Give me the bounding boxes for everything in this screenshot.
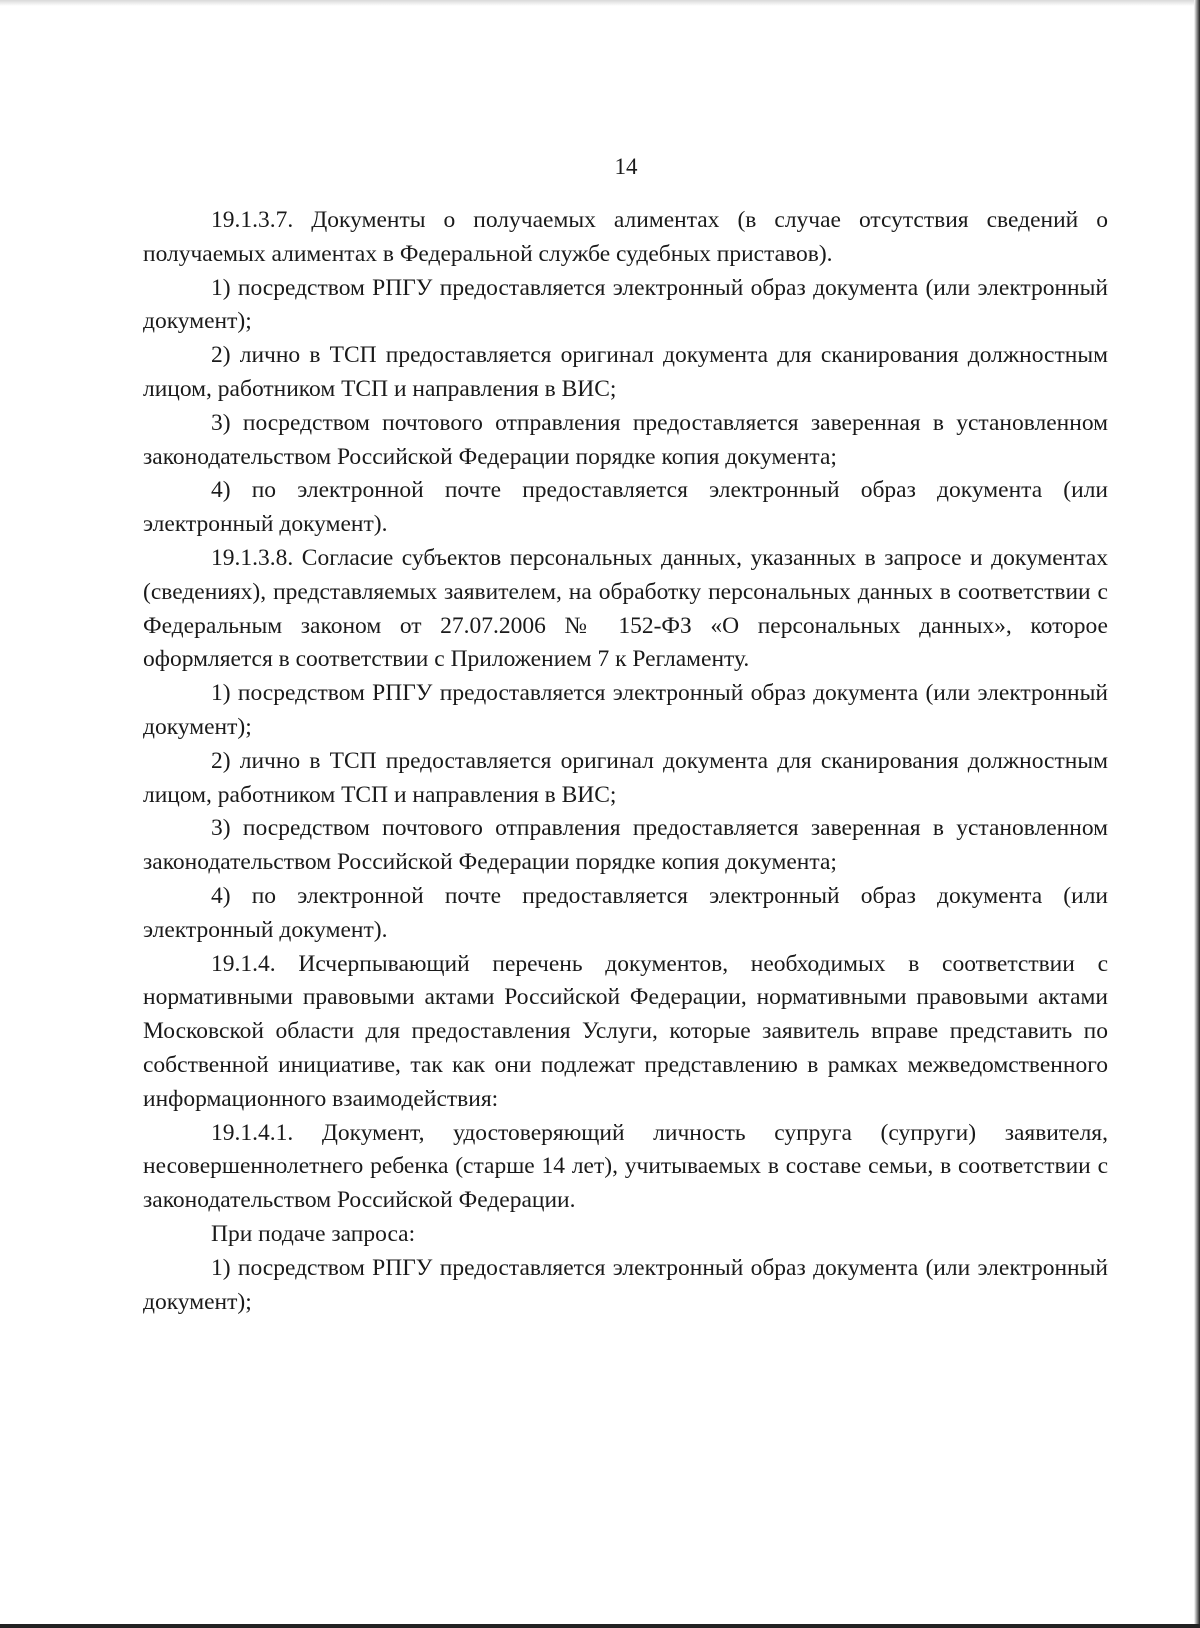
list-item-email: 4) по электронной почте предоставляется электронный образ документа (или электронный документ). [143,882,1108,943]
list-item-rpgu: 1) посредством РПГУ предоставляется электронный образ документа (или электронный документ); [143,680,1108,740]
document-body [143,204,1108,1319]
list-item-post: 3) посредством почтового отправления предоставляется заверенная в установленном законодательством Российской Федерации порядке копия документа; [143,815,1108,876]
paragraph-submission: При подаче запроса: [211,1220,416,1247]
list-item-post: 3) посредством почтового отправления предоставляется заверенная в установленном законодательством Российской Федерации порядке копия документа; [143,409,1108,470]
paragraph-19-1-3-8: 19.1.3.8. Согласие субъектов персональных данных, указанных в запросе и документах (сведениях), представляемых заявителем, на обработку персональных данных в соответствии с Федеральным законом от 27.07.2006 № 152-ФЗ «О персональных данных», которое оформляется в соответствии с Приложением 7 к Регламенту. [143,544,1108,673]
scan-bottom-edge [0,1624,1200,1628]
paragraph-19-1-4: 19.1.4. Исчерпывающий перечень документов, необходимых в соответствии с нормативными правовыми актами Российской Федерации, нормативными правовыми актами Московской области для предоставления Услуги, которые заявитель вправе представить по собственной инициативе, так как они подлежат представлению в рамках межведомственного информационного взаимодействия: [143,950,1108,1112]
list-item-rpgu: 1) посредством РПГУ предоставляется электронный образ документа (или электронный документ); [143,1254,1108,1315]
scan-top-edge [0,0,1200,6]
page-number: 14 [614,154,638,179]
list-item-email: 4) по электронной почте предоставляется электронный образ документа (или электронный документ). [143,477,1108,538]
list-item-rpgu: 1) посредством РПГУ предоставляется электронный образ документа (или электронный документ); [143,274,1108,335]
scan-right-edge [1194,0,1200,1628]
list-item-tsp: 2) лично в ТСП предоставляется оригинал документа для сканирования должностным лицом, работником ТСП и направления в ВИС; [143,747,1108,808]
list-item-tsp: 2) лично в ТСП предоставляется оригинал документа для сканирования должностным лицом, работником ТСП и направления в ВИС; [143,342,1108,402]
paragraph-19-1-3-7: 19.1.3.7. Документы о получаемых алиментах (в случае отсутствия сведений о получаемых алиментах в Федеральной службе судебных приставов). [143,207,1108,267]
paragraph-19-1-4-1: 19.1.4.1. Документ, удостоверяющий личность супруга (супруги) заявителя, несовершеннолетнего ребенка (старше 14 лет), учитываемых в составе семьи, в соответствии с законодательством Российской Федерации. [143,1119,1108,1214]
